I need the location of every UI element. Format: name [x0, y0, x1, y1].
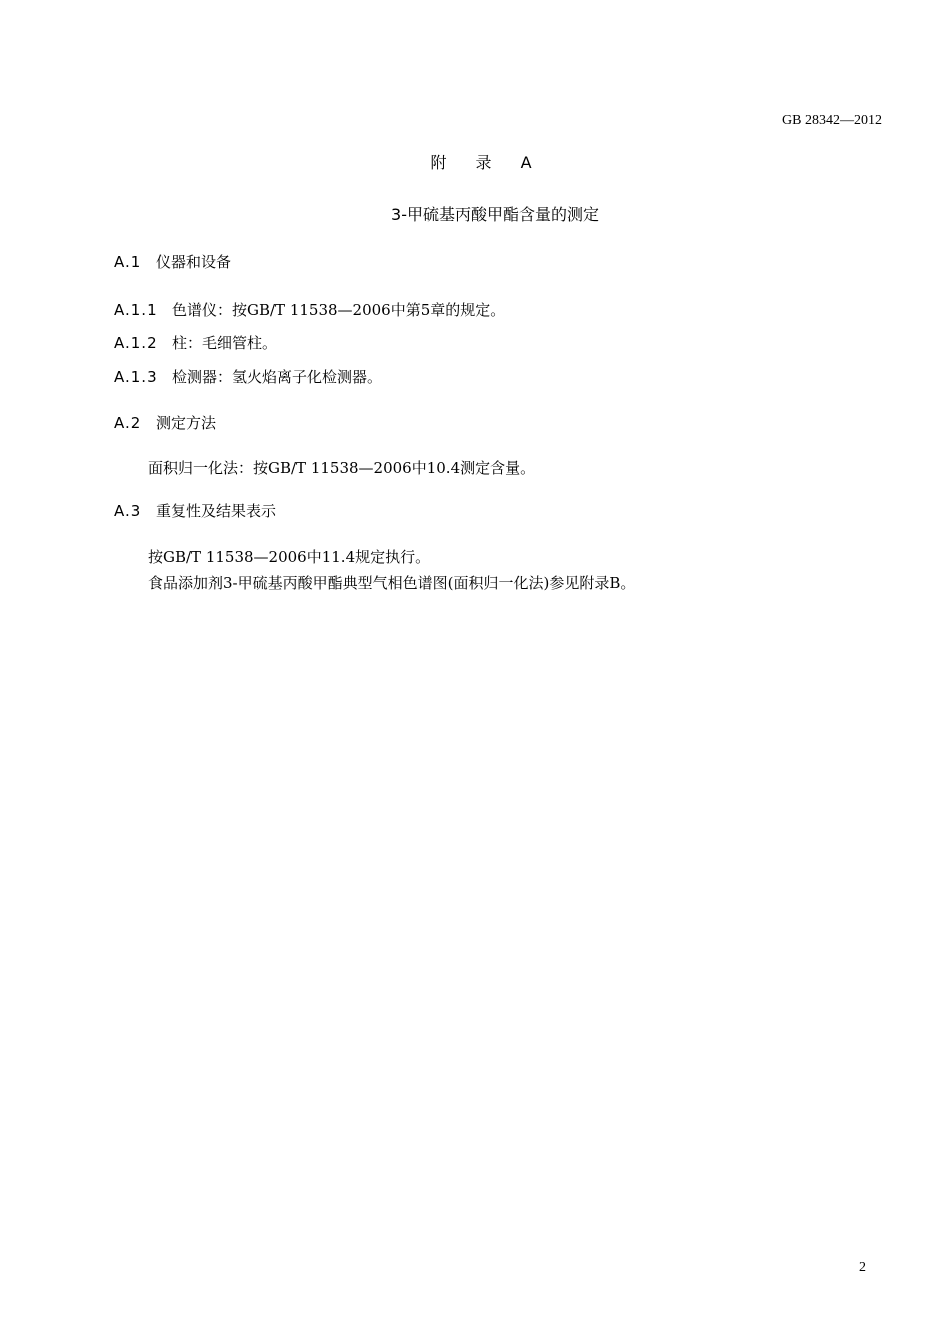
clause-number: A.1.3	[114, 368, 158, 386]
paragraph-a3-2: 食品添加剂3-甲硫基丙酸甲酯典型气相色谱图(面积归一化法)参见附录B。	[148, 574, 636, 592]
appendix-subtitle: 3-甲硫基丙酸甲酯含量的测定	[391, 205, 599, 224]
section-number: A.3	[114, 502, 142, 520]
section-number: A.1	[114, 253, 142, 271]
clause-a1-2	[114, 332, 277, 353]
clause-a1-1	[114, 299, 505, 320]
section-heading-a1	[114, 251, 231, 272]
paragraph-a2: 面积归一化法：按GB/T 11538—2006中10.4测定含量。	[148, 459, 536, 477]
standard-code: GB 28342—2012	[782, 113, 882, 128]
section-title: 仪器和设备	[156, 253, 232, 271]
clause-text: 检测器：氢火焰离子化检测器。	[172, 368, 383, 386]
section-title: 重复性及结果表示	[156, 502, 277, 520]
page-number: 2	[859, 1260, 866, 1275]
appendix-title: 附 录 A	[430, 153, 544, 172]
clause-a1-3	[114, 366, 382, 387]
clause-text: 色谱仪：按GB/T 11538—2006中第5章的规定。	[172, 301, 506, 319]
clause-number: A.1.1	[114, 301, 158, 319]
section-heading-a3	[114, 500, 276, 521]
section-heading-a2	[114, 412, 216, 433]
clause-text: 柱：毛细管柱。	[172, 334, 278, 352]
section-title: 测定方法	[156, 414, 217, 432]
section-number: A.2	[114, 414, 142, 432]
paragraph-a3-1: 按GB/T 11538—2006中11.4规定执行。	[148, 548, 431, 566]
clause-number: A.1.2	[114, 334, 158, 352]
